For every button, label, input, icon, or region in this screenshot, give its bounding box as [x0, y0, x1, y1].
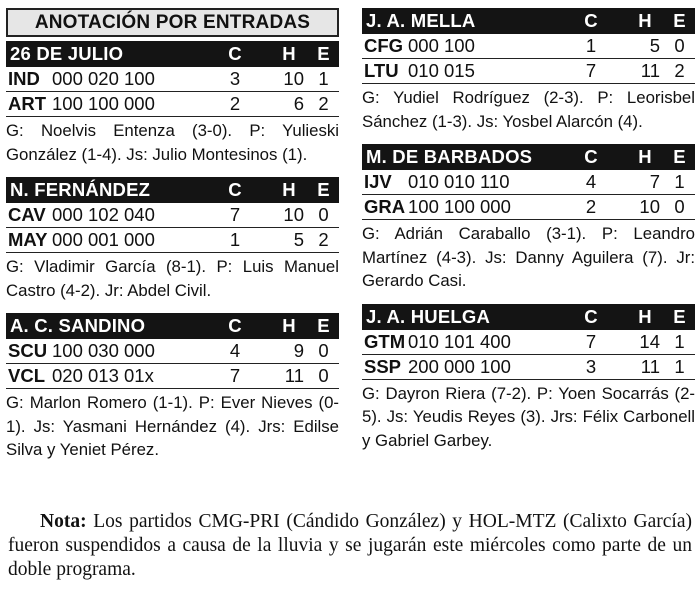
errors: 1 [674, 171, 685, 192]
col-header-errors: E [673, 305, 686, 327]
team-code: SSP [364, 355, 402, 377]
venue-name: J. A. HUELGA [366, 305, 491, 327]
game-header [6, 177, 339, 203]
runs: 1 [229, 229, 241, 250]
runs: 2 [585, 196, 597, 217]
errors: 0 [318, 204, 329, 225]
game-header [362, 304, 695, 330]
game-notes: G: Adrián Caraballo (3-1). P: Leandro Martínez (4-3). Js: Danny Aguilera (7). Jr: Gerardo Casi. [362, 224, 695, 290]
team-code: CFG [364, 35, 404, 56]
inning-line: 000 001 000 [52, 229, 155, 250]
score-row [362, 59, 695, 84]
runs: 2 [229, 93, 241, 114]
col-header-runs: C [584, 10, 598, 31]
score-row [6, 67, 339, 92]
team-code: GRA [364, 196, 406, 217]
game-notes: G: Yudiel Rodríguez (2-3). P: Leorisbel Sánchez (1-3). Js: Yosbel Alarcón (4). [362, 88, 695, 131]
runs: 7 [585, 330, 597, 352]
hits: 10 [283, 68, 304, 89]
errors: 1 [674, 355, 685, 377]
inning-line: 000 100 [408, 35, 475, 56]
errors: 2 [318, 229, 329, 250]
footnote-label: Nota: [40, 511, 87, 532]
inning-line: 100 100 000 [52, 93, 155, 114]
runs: 7 [229, 204, 241, 225]
hits: 5 [649, 35, 660, 56]
score-row [362, 330, 695, 355]
score-row [6, 92, 339, 117]
hits: 7 [649, 171, 660, 192]
score-row [6, 364, 339, 389]
game-header [6, 41, 339, 67]
team-code: SCU [8, 340, 48, 361]
game-notes: G: Vladimir García (8-1). P: Luis Manuel Castro (4-2). Jr: Abdel Civil. [6, 257, 339, 300]
game-notes: G: Dayron Riera (7-2). P: Yoen Socarrás (2-5). Js: Yeudis Reyes (3). Jrs: Félix Carbonell y Gabriel Garbey. [362, 383, 695, 450]
col-header-hits: H [638, 10, 652, 31]
team-code: LTU [364, 60, 399, 81]
game-box-j-a-huelga [362, 304, 695, 453]
page-title: ANOTACIÓN POR ENTRADAS [6, 8, 339, 37]
score-row [362, 195, 695, 220]
score-row [362, 355, 695, 380]
team-code: IJV [364, 171, 392, 192]
col-header-runs: C [228, 179, 242, 200]
col-header-hits: H [282, 43, 296, 64]
footnote-text: Los partidos CMG-PRI (Cándido González) y HOL-MTZ (Calixto García) fueron suspendidos a causa de la lluvia y se jugarán este miércoles como parte de un doble programa. [8, 511, 693, 580]
col-header-errors: E [317, 315, 330, 336]
team-code: GTM [364, 330, 406, 352]
game-box-m-de-barbados [362, 144, 695, 293]
right-column [362, 8, 695, 463]
hits: 11 [640, 60, 660, 81]
score-row [6, 339, 339, 364]
inning-line: 000 020 100 [52, 68, 155, 89]
hits: 10 [639, 196, 660, 217]
game-notes: G: Marlon Romero (1-1). P: Ever Nieves (0-1). Js: Yasmani Hernández (4). Jrs: Edilse Silva y Yeniet Pérez. [6, 393, 339, 459]
inning-line: 200 000 100 [408, 355, 511, 377]
col-header-errors: E [673, 146, 686, 167]
venue-name: 26 DE JULIO [10, 43, 124, 64]
game-box-26-de-julio [6, 41, 339, 166]
runs: 3 [585, 355, 597, 377]
col-header-errors: E [673, 10, 686, 31]
errors: 0 [318, 340, 329, 361]
inning-line: 100 100 000 [408, 196, 511, 217]
col-header-hits: H [282, 315, 296, 336]
hits: 14 [639, 330, 660, 352]
col-header-hits: H [638, 146, 652, 167]
errors: 0 [674, 196, 685, 217]
game-header [6, 313, 339, 339]
inning-line: 010 015 [408, 60, 475, 81]
team-code: ART [8, 93, 47, 114]
runs: 4 [585, 171, 597, 192]
errors: 0 [674, 35, 685, 56]
col-header-hits: H [282, 179, 296, 200]
col-header-runs: C [584, 305, 598, 327]
team-code: CAV [8, 204, 46, 225]
team-code: MAY [8, 229, 48, 250]
hits: 11 [640, 355, 660, 377]
game-header [362, 144, 695, 170]
team-code: IND [8, 68, 40, 89]
errors: 2 [674, 60, 685, 81]
inning-line: 020 013 01x [52, 365, 154, 386]
game-box-n-fernandez [6, 177, 339, 302]
team-code: VCL [8, 365, 45, 386]
errors: 2 [318, 93, 329, 114]
inning-line: 000 102 040 [52, 204, 155, 225]
hits: 10 [283, 204, 304, 225]
left-column [6, 8, 339, 473]
score-row [6, 203, 339, 228]
score-row [6, 228, 339, 253]
game-header [362, 8, 695, 34]
errors: 1 [674, 330, 685, 352]
runs: 3 [229, 68, 241, 89]
inning-line: 100 030 000 [52, 340, 155, 361]
runs: 7 [229, 365, 241, 386]
venue-name: M. DE BARBADOS [366, 146, 533, 167]
score-row [362, 170, 695, 195]
runs: 4 [229, 340, 241, 361]
game-box-j-a-mella [362, 8, 695, 133]
runs: 7 [585, 60, 597, 81]
footnote [8, 510, 692, 582]
hits: 6 [293, 93, 304, 114]
col-header-errors: E [317, 43, 330, 64]
hits: 11 [284, 365, 304, 386]
inning-line: 010 101 400 [408, 330, 511, 352]
venue-name: J. A. MELLA [366, 10, 476, 31]
game-notes: G: Noelvis Entenza (3-0). P: Yulieski González (1-4). Js: Julio Montesinos (1). [6, 121, 339, 164]
venue-name: A. C. SANDINO [10, 315, 146, 336]
game-box-a-c-sandino [6, 313, 339, 462]
col-header-hits: H [638, 305, 652, 327]
hits: 9 [293, 340, 304, 361]
runs: 1 [585, 35, 597, 56]
hits: 5 [293, 229, 304, 250]
errors: 1 [318, 68, 329, 89]
col-header-runs: C [228, 43, 242, 64]
col-header-runs: C [584, 146, 598, 167]
venue-name: N. FERNÁNDEZ [10, 179, 151, 200]
col-header-runs: C [228, 315, 242, 336]
col-header-errors: E [317, 179, 330, 200]
inning-line: 010 010 110 [408, 171, 510, 192]
score-row [362, 34, 695, 59]
errors: 0 [318, 365, 329, 386]
